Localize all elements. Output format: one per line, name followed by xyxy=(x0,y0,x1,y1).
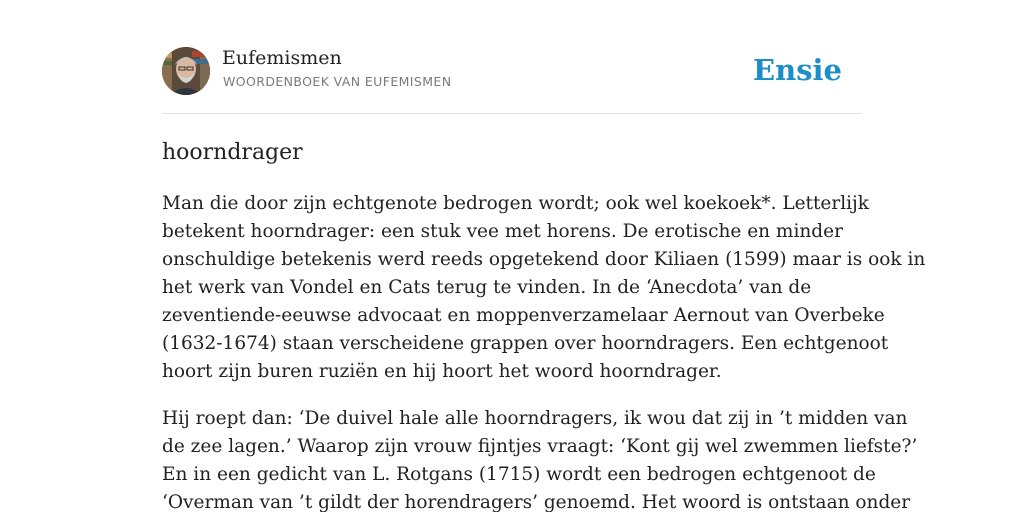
entry-paragraph-2 xyxy=(162,405,918,512)
entry-body xyxy=(162,190,926,512)
entry-paragraph-1 xyxy=(162,190,926,386)
author-subtitle: WOORDENBOEK VAN EUFEMISMEN xyxy=(223,74,452,89)
avatar-portrait-icon xyxy=(162,47,210,95)
paragraph-line: (1632-1674) staan verscheidene grappen over hoorndragers. Een echtgenoot xyxy=(162,333,889,354)
paragraph-line: ‘Overman van ’t gildt der horendragers’ genoemd. Het woord is ontstaan onder xyxy=(162,492,911,512)
dictionary-header xyxy=(162,46,862,96)
paragraph-line: Hij roept dan: ‘De duivel hale alle hoorndragers, ik wou dat zij in ’t midden van xyxy=(162,408,908,429)
paragraph-line: Man die door zijn echtgenote bedrogen wordt; ook wel koekoek*. Letterlijk xyxy=(162,193,870,214)
paragraph-line: de zee lagen.’ Waarop zijn vrouw fijntjes vraagt: ‘Kont gij wel zwemmen liefste?’ xyxy=(162,436,918,457)
paragraph-line: En in een gedicht van L. Rotgans (1715) wordt een bedrogen echtgenoot de xyxy=(162,464,876,485)
header-divider xyxy=(162,113,862,114)
paragraph-line: zeventiende-eeuwse advocaat en moppenverzamelaar Aernout van Overbeke xyxy=(162,305,885,326)
paragraph-line: hoort zijn buren ruziën en hij hoort het woord hoorndrager. xyxy=(162,361,722,382)
ensie-logo-link[interactable]: Ensie xyxy=(753,53,842,87)
paragraph-line: het werk van Vondel en Cats terug te vinden. In de ‘Anecdota’ van de xyxy=(162,277,812,298)
author-name[interactable]: Eufemismen xyxy=(222,47,342,69)
paragraph-line: betekent hoorndrager: een stuk vee met horens. De erotische en minder xyxy=(162,221,843,242)
author-avatar[interactable] xyxy=(162,47,210,95)
entry-title: hoorndrager xyxy=(162,140,303,165)
paragraph-line: onschuldige betekenis werd reeds opgetekend door Kiliaen (1599) maar is ook in xyxy=(162,249,926,270)
